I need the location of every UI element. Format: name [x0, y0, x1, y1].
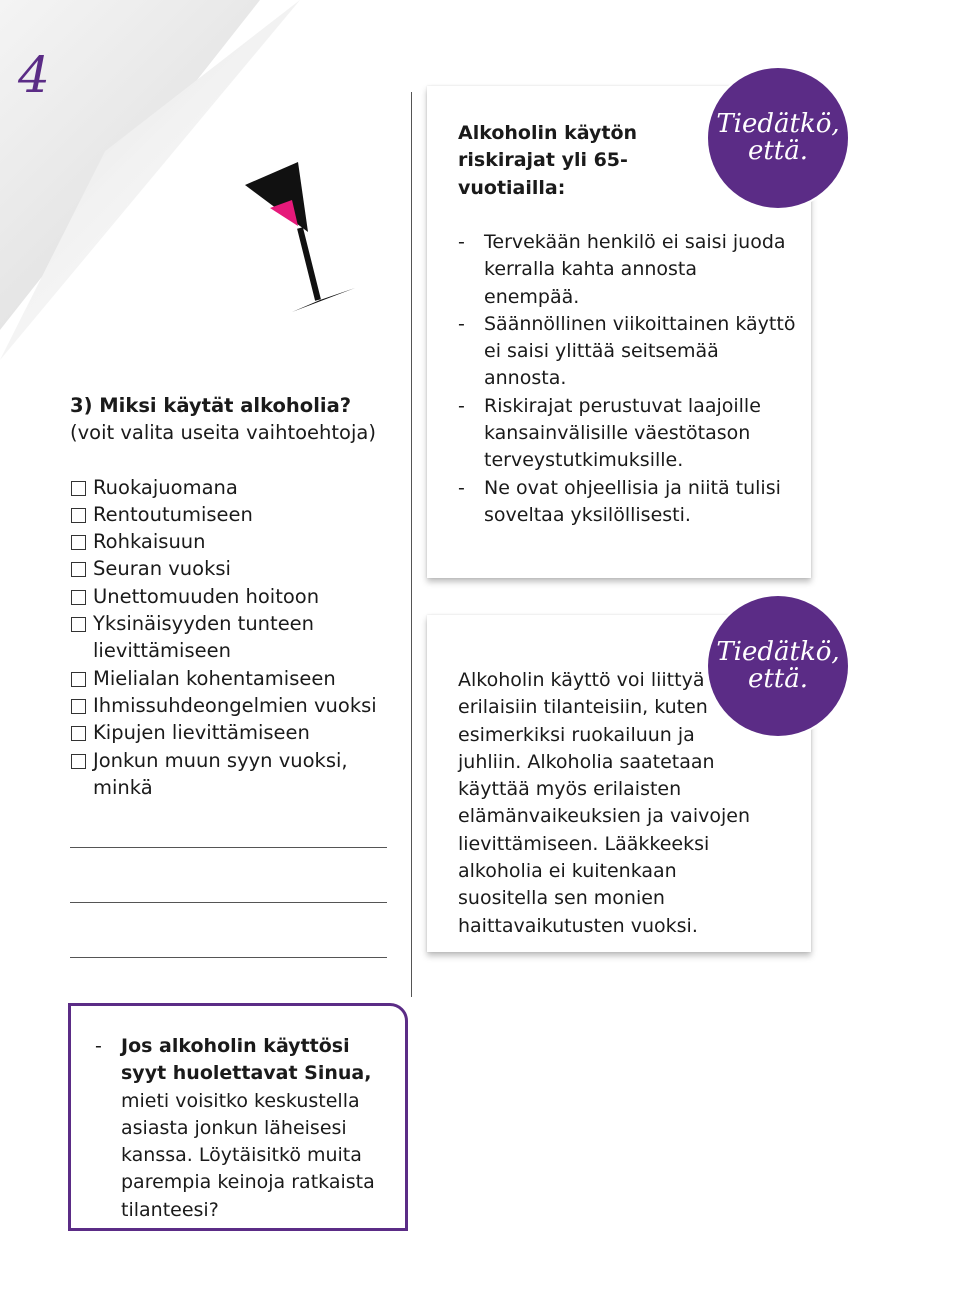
- badge-line: Tiedätkö,: [716, 637, 840, 667]
- option-item[interactable]: [70, 501, 400, 528]
- did-you-know-badge: [708, 68, 848, 208]
- checkbox[interactable]: [71, 699, 86, 714]
- advice-note-bold: Jos alkoholin käyttösi syyt huolettavat Sinua,: [121, 1035, 372, 1085]
- answer-line[interactable]: [70, 902, 387, 903]
- bullet-item: - Riskirajat perustuvat laajoille kansainvälisille väestötason terveystutkimuksille.: [458, 393, 798, 475]
- checkbox[interactable]: [71, 508, 86, 523]
- option-item[interactable]: [70, 719, 400, 746]
- option-label: Jonkun muun syyn vuoksi, minkä: [93, 748, 348, 799]
- option-item[interactable]: [70, 583, 400, 610]
- option-item[interactable]: [70, 747, 400, 802]
- answer-line[interactable]: [70, 957, 387, 958]
- option-label: Rentoutumiseen: [93, 502, 253, 526]
- option-label: Kipujen lievittämiseen: [93, 721, 310, 745]
- option-item[interactable]: [70, 528, 400, 555]
- option-label: Yksinäisyyden tunteen lievittämiseen: [93, 612, 315, 663]
- page-number: 4: [18, 46, 50, 104]
- option-label: Rohkaisuun: [93, 530, 206, 554]
- advice-note-text: mieti voisitko keskustella asiasta jonkun läheisesi kanssa. Löytäisitkö muita parempia keinoja ratkaista tilanteesi?: [121, 1089, 375, 1221]
- badge-line: että.: [747, 664, 809, 694]
- checkbox[interactable]: [71, 562, 86, 577]
- option-item[interactable]: [70, 610, 400, 665]
- checkbox[interactable]: [71, 754, 86, 769]
- option-label: Ihmissuhdeongelmien vuoksi: [93, 693, 377, 717]
- checkbox[interactable]: [71, 726, 86, 741]
- question-block: [70, 392, 400, 801]
- option-label: Seuran vuoksi: [93, 557, 231, 581]
- cocktail-glass-icon: [240, 160, 365, 320]
- option-label: Unettomuuden hoitoon: [93, 584, 320, 608]
- checkbox[interactable]: [71, 481, 86, 496]
- bullet-text: Ne ovat ohjeellisia ja niitä tulisi soveltaa yksilöllisesti.: [484, 476, 781, 526]
- bullet-item: - Ne ovat ohjeellisia ja niitä tulisi soveltaa yksilöllisesti.: [458, 475, 798, 530]
- option-label: Ruokajuomana: [93, 475, 238, 499]
- info-card-bullets: [458, 229, 798, 529]
- bullet-text: Tervekään henkilö ei saisi juoda kerralla kahta annosta enempää.: [484, 231, 786, 308]
- option-item[interactable]: [70, 474, 400, 501]
- bullet-text: Säännöllinen viikoittainen käyttö ei saisi ylittää seitsemää annosta.: [484, 312, 796, 390]
- checkbox[interactable]: [71, 672, 86, 687]
- option-item[interactable]: [70, 555, 400, 582]
- question-subtitle: (voit valita useita vaihtoehtoja): [70, 421, 376, 445]
- bullet-text: Riskirajat perustuvat laajoille kansainvälisille väestötason terveystutkimuksille.: [484, 394, 761, 472]
- badge-line: että.: [747, 136, 809, 166]
- option-item[interactable]: [70, 665, 400, 692]
- did-you-know-badge: [708, 596, 848, 736]
- info-card-text: Alkoholin käyttö voi liittyä erilaisiin tilanteisiin, kuten esimerkiksi ruokailuun ja juhliin. Alkoholia saatetaan käyttää myös erilaisten elämänvaikeuksien ja vaivojen lievittämiseen. Lääkkeeksi alkoholia ei kuitenkaan suositella sen monien haittavaikutusten vuoksi.: [458, 669, 750, 937]
- answer-line[interactable]: [70, 847, 387, 848]
- checkbox[interactable]: [71, 590, 86, 605]
- info-card-title: Alkoholin käytön riskirajat yli 65-vuotiailla:: [458, 122, 638, 199]
- bullet-item: - Säännöllinen viikoittainen käyttö ei saisi ylittää seitsemää annosta.: [458, 311, 798, 393]
- option-label: Mielialan kohentamiseen: [93, 666, 336, 690]
- badge-line: Tiedätkö,: [716, 109, 840, 139]
- question-title: 3) Miksi käytät alkoholia?: [70, 394, 352, 417]
- advice-note: - Jos alkoholin käyttösi syyt huolettavat Sinua, mieti voisitko keskustella asiasta jonkun läheisesi kanssa. Löytäisitkö muita parempia keinoja ratkaista tilanteesi?: [95, 1035, 375, 1221]
- checkbox[interactable]: [71, 535, 86, 550]
- bullet-item: - Tervekään henkilö ei saisi juoda kerralla kahta annosta enempää.: [458, 229, 798, 311]
- column-divider: [411, 92, 412, 997]
- option-item[interactable]: [70, 692, 400, 719]
- checkbox[interactable]: [71, 617, 86, 632]
